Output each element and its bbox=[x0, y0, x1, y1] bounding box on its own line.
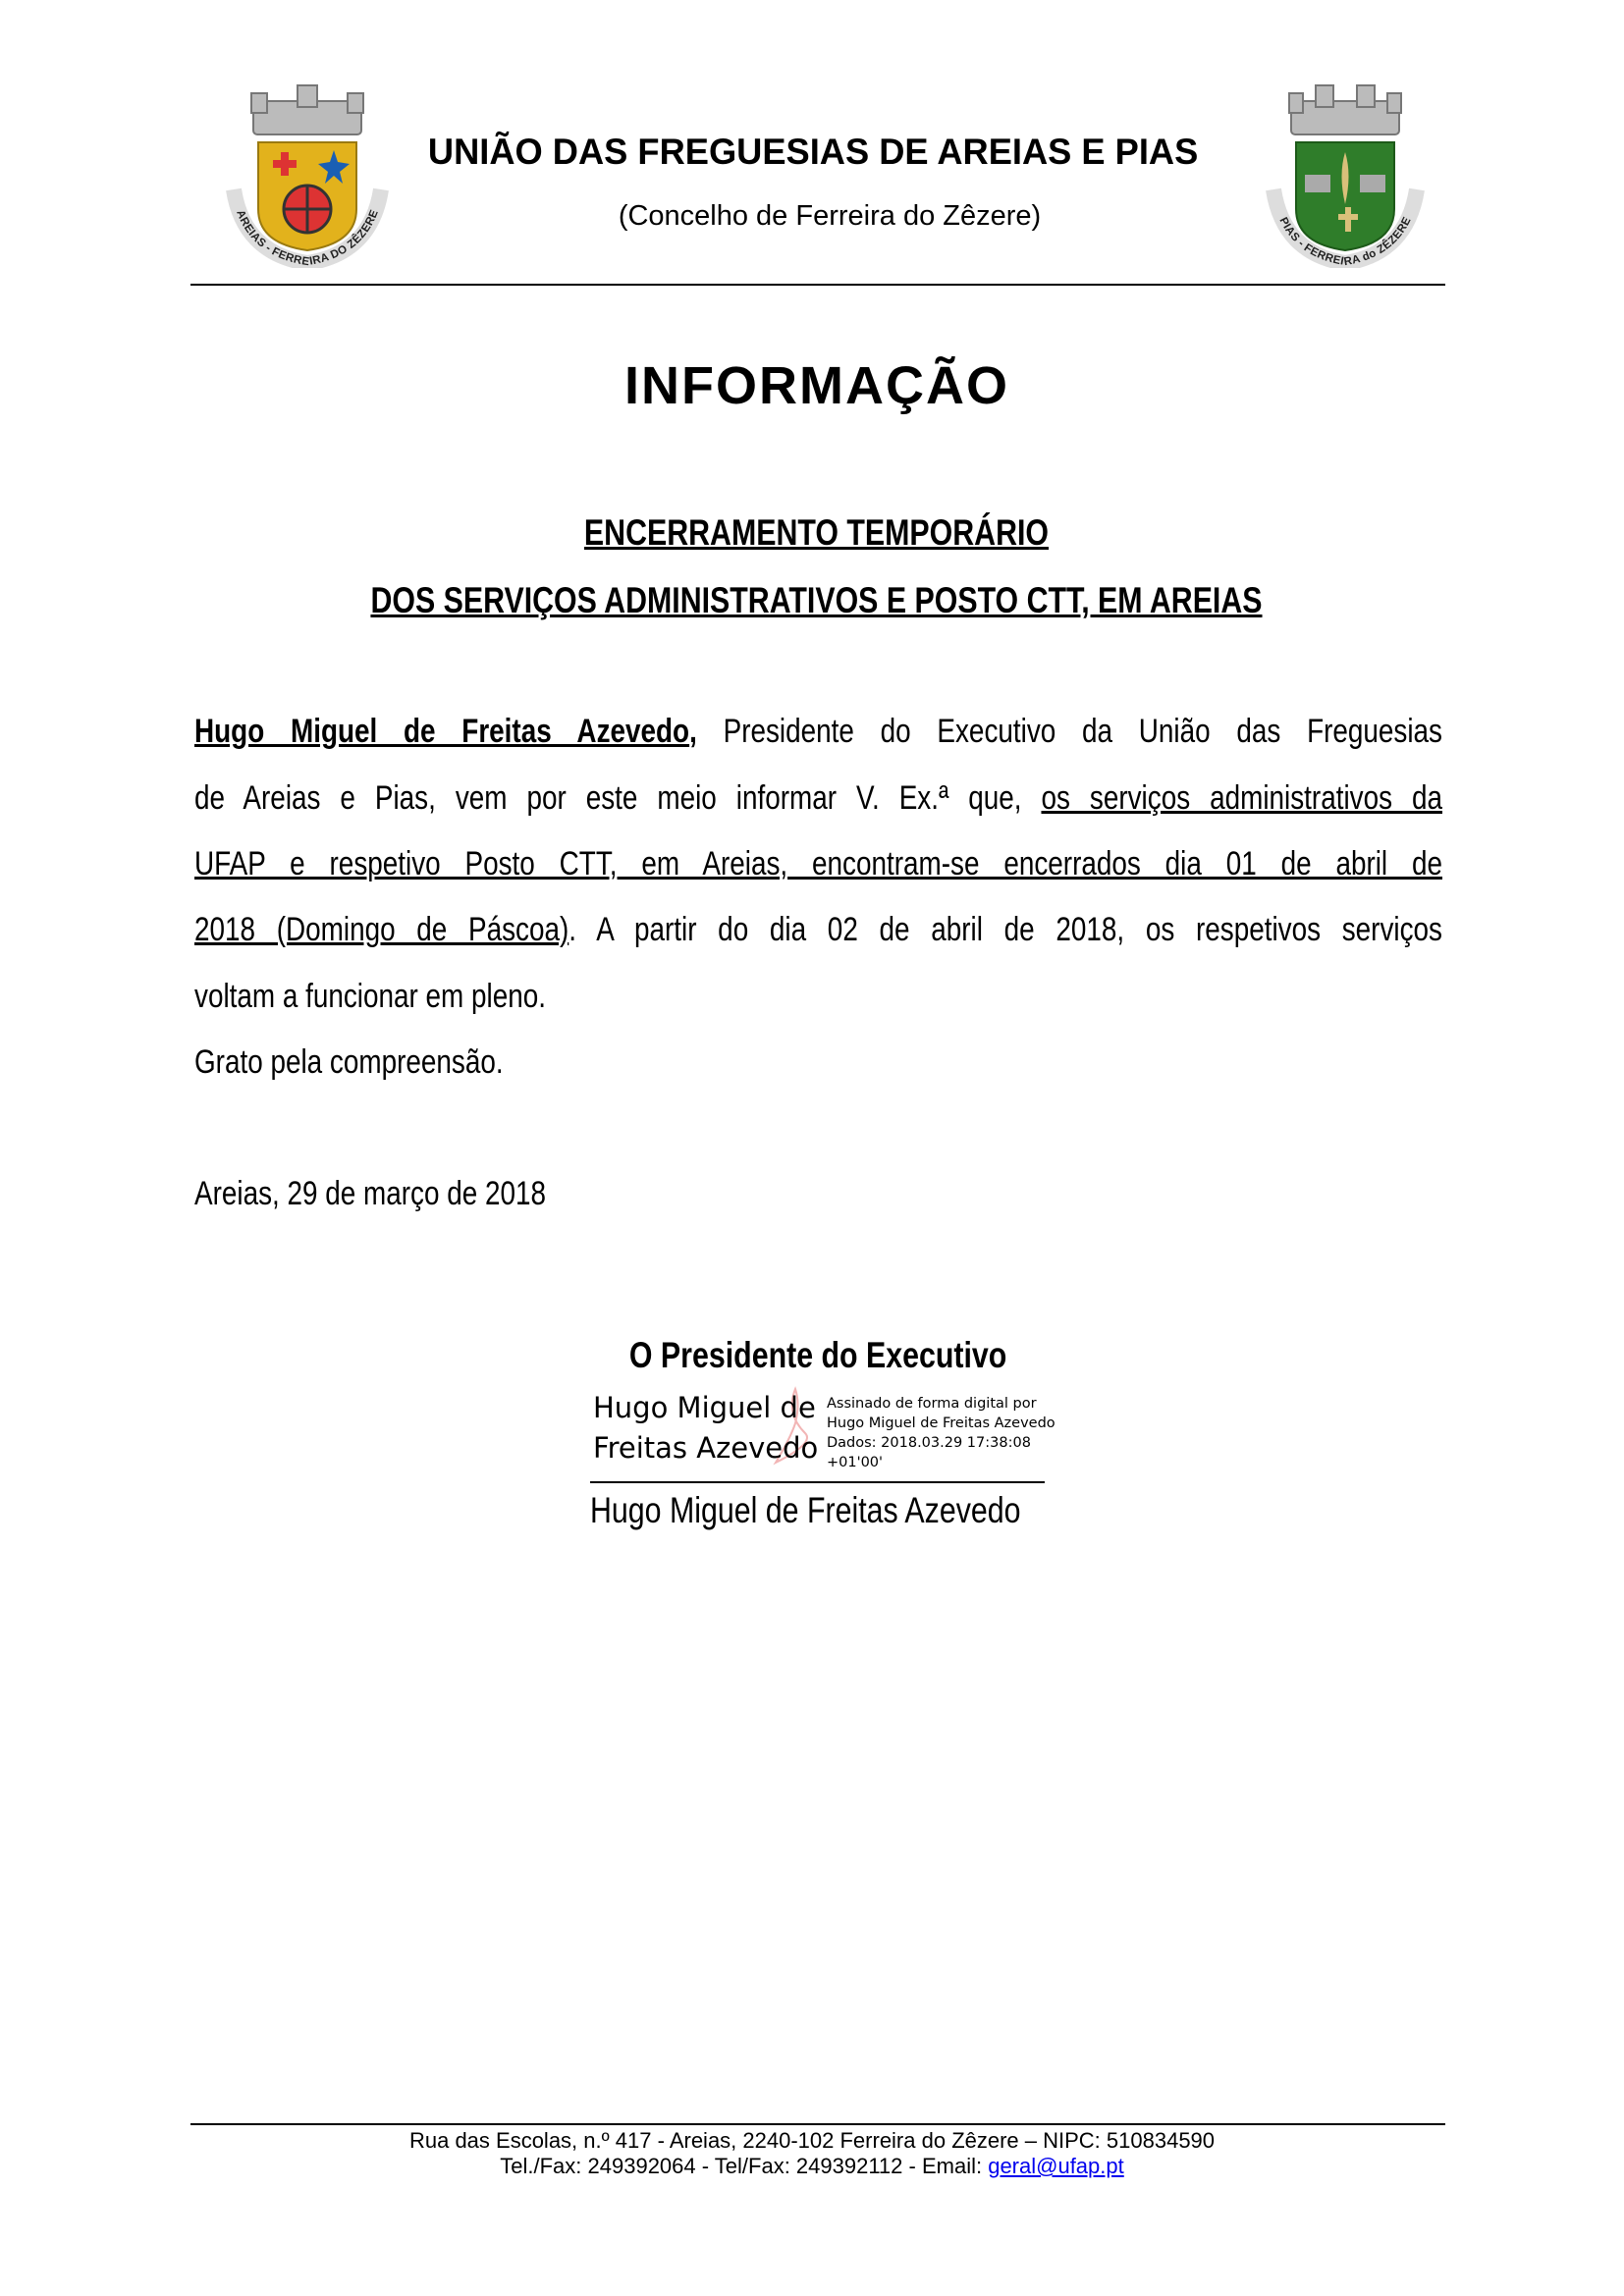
body-line-2 bbox=[194, 779, 1442, 818]
date-line: Areias, 29 de março de 2018 bbox=[194, 1175, 547, 1212]
heading-line-1: ENCERRAMENTO TEMPORÁRIO bbox=[583, 512, 1050, 553]
body-text: de Areias e Pias, vem por este meio informar V. Ex.ª que, bbox=[194, 779, 1042, 817]
president-name: Hugo Miguel de Freitas Azevedo bbox=[194, 713, 690, 750]
footer-phones: Tel./Fax: 249392064 - Tel/Fax: 249392112 - Email: bbox=[500, 2154, 989, 2178]
areias-coat-of-arms bbox=[214, 81, 401, 268]
footer-divider bbox=[190, 2123, 1445, 2125]
body-text-underlined: 2018 (Domingo de Páscoa) bbox=[194, 911, 569, 948]
body-line-3: UFAP e respetivo Posto CTT, em Areias, encontram-se encerrados dia 01 de abril de bbox=[194, 845, 1442, 882]
signature-timezone: +01'00' bbox=[827, 1455, 884, 1470]
header-divider bbox=[190, 284, 1445, 286]
signature-meta-line: Assinado de forma digital por bbox=[827, 1396, 1037, 1412]
signed-name-line-1: Hugo Miguel de bbox=[593, 1391, 816, 1424]
heading-line-2: DOS SERVIÇOS ADMINISTRATIVOS E POSTO CTT, EM AREIAS bbox=[370, 580, 1263, 620]
left-crest-ribbon-textpath: AREIAS - FERREIRA DO ZÊZERE bbox=[234, 208, 381, 268]
email-link[interactable]: geral@ufap.pt bbox=[988, 2154, 1124, 2178]
comma: , bbox=[689, 713, 697, 750]
signature-meta-line: Hugo Miguel de Freitas Azevedo bbox=[827, 1415, 1056, 1431]
footer-address: Rua das Escolas, n.º 417 - Areias, 2240-102 Ferreira do Zêzere – NIPC: 510834590 bbox=[408, 2128, 1216, 2153]
signature-line bbox=[590, 1481, 1045, 1483]
printed-name: Hugo Miguel de Freitas Azevedo bbox=[590, 1490, 1021, 1530]
signature-timestamp: Dados: 2018.03.29 17:38:08 bbox=[827, 1435, 1031, 1451]
body-text: . A partir do dia 02 de abril de 2018, os respetivos serviços bbox=[568, 911, 1442, 948]
body-line-6: Grato pela compreensão. bbox=[194, 1043, 504, 1081]
body-line-4 bbox=[194, 911, 1442, 949]
org-title: UNIÃO DAS FREGUESIAS DE AREIAS E PIAS bbox=[427, 132, 1199, 172]
body-line-5: voltam a funcionar em pleno. bbox=[194, 978, 546, 1015]
digital-signature-details bbox=[827, 1394, 1056, 1472]
body-text: Presidente do Executivo da União das Freguesias bbox=[696, 713, 1442, 750]
footer-contacts bbox=[0, 2154, 1624, 2179]
org-subtitle: (Concelho de Ferreira do Zêzere) bbox=[618, 200, 1042, 232]
pias-coat-of-arms bbox=[1262, 81, 1429, 268]
signed-name-line-2: Freitas Azevedo bbox=[593, 1431, 819, 1465]
signature-role: O Presidente do Executivo bbox=[628, 1335, 1007, 1375]
body-text-underlined: os serviços administrativos da bbox=[1041, 779, 1442, 817]
document-type-title: INFORMAÇÃO bbox=[624, 356, 1009, 415]
body-line-1 bbox=[194, 713, 1442, 751]
right-crest-ribbon-textpath: PIAS - FERREIRA do ZÊZERE bbox=[1276, 215, 1414, 268]
